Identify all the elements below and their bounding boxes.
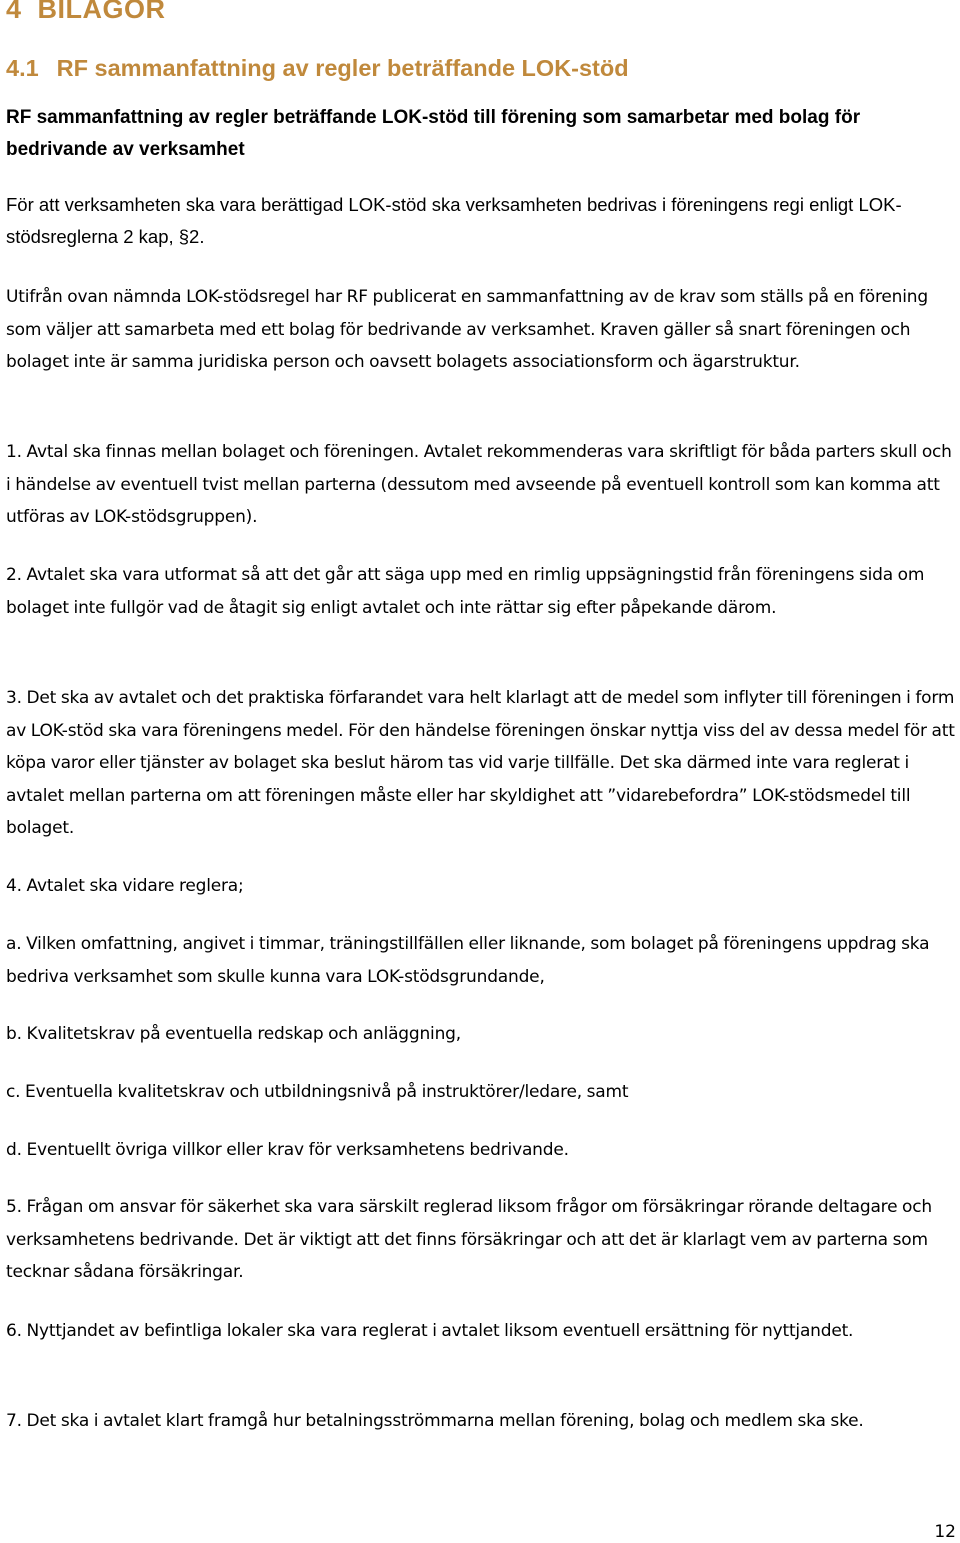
paragraph-item-5: 5. Frågan om ansvar för säkerhet ska vara särskilt reglerad liksom frågor om försäkringar rörande deltagare och verksamhetens bedrivande. Det är viktigt att det finns försäkringar och att det är klarlagt vem av parterna som tecknar sådana försäkringar. [6,1197,932,1282]
section-title: BILAGOR [37,0,166,24]
section-heading [6,0,166,25]
subsection-title: RF sammanfattning av regler beträffande LOK-stöd [56,55,629,81]
intro-paragraph: För att verksamheten ska vara berättigad LOK-stöd ska verksamheten bedrivas i föreningens regi enligt LOK-stödsreglerna 2 kap, §2. [6,194,902,247]
paragraph-item-3: 3. Det ska av avtalet och det praktiska förfarandet vara helt klarlagt att de medel som inflyter till föreningen i form av LOK-stöd ska vara föreningens medel. För den händelse föreningen önskar nyttja viss del av dessa medel för att köpa varor eller tjänster av bolaget ska beslut härom tas vid varje tillfälle. Det ska därmed inte vara reglerat i avtalet mellan parterna om att föreningen måste eller har skyldighet att ”vidarebefordra” LOK-stödsmedel till bolaget. [6,688,955,838]
subheading: RF sammanfattning av regler beträffande LOK-stöd till förening som samarbetar med bolag för bedrivande av verksamhet [6,107,861,160]
paragraph-item-4b: b. Kvalitetskrav på eventuella redskap och anläggning, [6,1024,461,1044]
paragraph-summary: Utifrån ovan nämnda LOK-stödsregel har RF publicerat en sammanfattning av de krav som ställs på en förening som väljer att samarbeta med ett bolag för bedrivande av verksamhet. Kraven gäller så snart föreningen och bolaget inte är samma juridiska person och oavsett bolagets associationsform och ägarstruktur. [6,287,928,372]
paragraph-item-2: 2. Avtalet ska vara utformat så att det går att säga upp med en rimlig uppsägningstid från föreningens sida om bolaget inte fullgör vad de åtagit sig enligt avtalet och inte rättar sig efter påpekande därom. [6,565,925,618]
paragraph-item-4a: a. Vilken omfattning, angivet i timmar, träningstillfällen eller liknande, som bolaget på föreningens uppdrag ska bedriva verksamhet som skulle kunna vara LOK-stödsgrundande, [6,934,930,987]
subsection-number: 4.1 [6,55,39,81]
paragraph-item-4c: c. Eventuella kvalitetskrav och utbildningsnivå på instruktörer/ledare, samt [6,1082,629,1102]
section-number: 4 [6,0,22,24]
paragraph-item-7: 7. Det ska i avtalet klart framgå hur betalningsströmmarna mellan förening, bolag och medlem ska ske. [6,1411,864,1431]
page-number: 12 [934,1522,956,1542]
subsection-heading [6,55,629,82]
paragraph-item-1: 1. Avtal ska finnas mellan bolaget och föreningen. Avtalet rekommenderas vara skriftligt för båda parters skull och i händelse av eventuell tvist mellan parterna (dessutom med avseende på eventuell kontroll som kan komma att utföras av LOK-stödsgruppen). [6,442,952,527]
paragraph-item-4d: d. Eventuellt övriga villkor eller krav för verksamhetens bedrivande. [6,1140,569,1160]
paragraph-item-6: 6. Nyttjandet av befintliga lokaler ska vara reglerat i avtalet liksom eventuell ersättning för nyttjandet. [6,1321,854,1341]
paragraph-item-4: 4. Avtalet ska vidare reglera; [6,876,244,896]
